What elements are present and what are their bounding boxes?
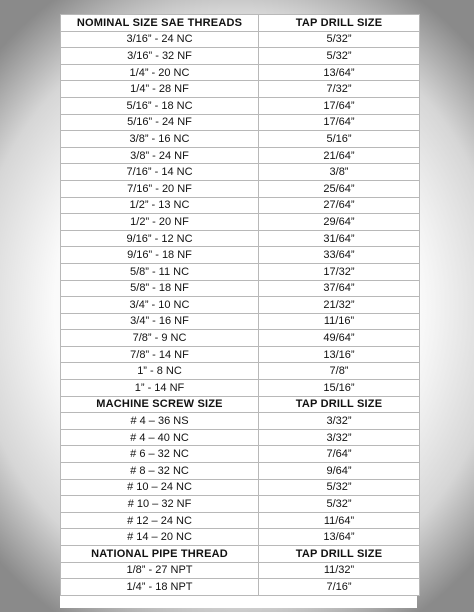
thread-size-cell: 5/16” - 24 NF xyxy=(61,114,259,131)
table-row xyxy=(61,479,420,496)
tap-drill-cell: 25/64” xyxy=(259,180,420,197)
table-row xyxy=(61,446,420,463)
tap-drill-cell: 7/8” xyxy=(259,363,420,380)
thread-size-cell: 7/16” - 14 NC xyxy=(61,164,259,181)
thread-size-cell: 5/8” - 11 NC xyxy=(61,263,259,280)
table-row xyxy=(61,579,420,596)
table-row xyxy=(61,363,420,380)
table-row xyxy=(61,147,420,164)
thread-size-cell: 1/2” - 13 NC xyxy=(61,197,259,214)
thread-size-cell: 9/16” - 18 NF xyxy=(61,247,259,264)
tap-drill-cell: 5/32” xyxy=(259,31,420,48)
tap-drill-cell: 17/64” xyxy=(259,114,420,131)
thread-size-cell: 3/8” - 16 NC xyxy=(61,131,259,148)
table-row xyxy=(61,562,420,579)
section-header-drill: TAP DRILL SIZE xyxy=(259,15,420,32)
thread-size-cell: 1/4” - 20 NC xyxy=(61,64,259,81)
tap-drill-cell: 17/64” xyxy=(259,97,420,114)
tap-drill-cell: 7/16” xyxy=(259,579,420,596)
section-header-row xyxy=(61,546,420,563)
thread-size-cell: 1/2” - 20 NF xyxy=(61,214,259,231)
tap-drill-cell: 13/16” xyxy=(259,346,420,363)
table-row xyxy=(61,429,420,446)
section-header-drill: TAP DRILL SIZE xyxy=(259,396,420,413)
thread-size-cell: # 10 – 24 NC xyxy=(61,479,259,496)
tap-drill-cell: 13/64” xyxy=(259,529,420,546)
thread-size-cell: 1/4” - 18 NPT xyxy=(61,579,259,596)
tap-drill-cell: 5/32” xyxy=(259,496,420,513)
thread-size-cell: # 4 – 36 NS xyxy=(61,413,259,430)
tap-drill-cell: 7/64” xyxy=(259,446,420,463)
thread-size-cell: # 4 – 40 NC xyxy=(61,429,259,446)
thread-size-cell: 3/16” - 32 NF xyxy=(61,48,259,65)
section-header-size: MACHINE SCREW SIZE xyxy=(61,396,259,413)
table-row xyxy=(61,263,420,280)
thread-size-cell: # 6 – 32 NC xyxy=(61,446,259,463)
thread-size-cell: 5/8” - 18 NF xyxy=(61,280,259,297)
tap-drill-cell: 29/64” xyxy=(259,214,420,231)
thread-size-cell: 1/8” - 27 NPT xyxy=(61,562,259,579)
table-row xyxy=(61,180,420,197)
thread-size-cell: 3/4” - 16 NF xyxy=(61,313,259,330)
table-row xyxy=(61,48,420,65)
tap-drill-cell: 11/32” xyxy=(259,562,420,579)
thread-size-cell: 7/8” - 14 NF xyxy=(61,346,259,363)
table-row xyxy=(61,114,420,131)
tap-drill-cell: 33/64” xyxy=(259,247,420,264)
chart-body xyxy=(61,15,420,596)
tap-drill-cell: 17/32” xyxy=(259,263,420,280)
tap-drill-cell: 3/32” xyxy=(259,413,420,430)
table-row xyxy=(61,496,420,513)
table-row xyxy=(61,330,420,347)
table-row xyxy=(61,346,420,363)
tap-drill-cell: 49/64” xyxy=(259,330,420,347)
table-row xyxy=(61,413,420,430)
thread-size-cell: 9/16” - 12 NC xyxy=(61,230,259,247)
tap-drill-cell: 9/64” xyxy=(259,463,420,480)
table-row xyxy=(61,164,420,181)
table-row xyxy=(61,131,420,148)
thread-size-cell: # 12 – 24 NC xyxy=(61,512,259,529)
tap-drill-cell: 31/64” xyxy=(259,230,420,247)
table-row xyxy=(61,280,420,297)
table-row xyxy=(61,247,420,264)
tap-drill-cell: 5/16” xyxy=(259,131,420,148)
table-row xyxy=(61,214,420,231)
table-row xyxy=(61,197,420,214)
thread-size-cell: 3/16” - 24 NC xyxy=(61,31,259,48)
tap-drill-cell: 7/32” xyxy=(259,81,420,98)
table-row xyxy=(61,31,420,48)
table-row xyxy=(61,297,420,314)
section-header-row xyxy=(61,396,420,413)
thread-size-cell: 7/16” - 20 NF xyxy=(61,180,259,197)
table-row xyxy=(61,81,420,98)
tap-drill-cell: 37/64” xyxy=(259,280,420,297)
table-row xyxy=(61,529,420,546)
thread-size-cell: # 8 – 32 NC xyxy=(61,463,259,480)
tap-drill-chart xyxy=(60,14,420,596)
tap-drill-cell: 5/32” xyxy=(259,479,420,496)
table-row xyxy=(61,97,420,114)
tap-drill-cell: 3/8” xyxy=(259,164,420,181)
table-row xyxy=(61,64,420,81)
tap-drill-cell: 3/32” xyxy=(259,429,420,446)
tap-drill-cell: 11/64” xyxy=(259,512,420,529)
section-header-size: NATIONAL PIPE THREAD xyxy=(61,546,259,563)
tap-drill-cell: 21/32” xyxy=(259,297,420,314)
section-header-row xyxy=(61,15,420,32)
table-row xyxy=(61,230,420,247)
tap-drill-cell: 11/16” xyxy=(259,313,420,330)
tap-drill-cell: 5/32” xyxy=(259,48,420,65)
thread-size-cell: 7/8” - 9 NC xyxy=(61,330,259,347)
tap-drill-cell: 21/64” xyxy=(259,147,420,164)
section-header-size: NOMINAL SIZE SAE THREADS xyxy=(61,15,259,32)
tap-drill-cell: 27/64” xyxy=(259,197,420,214)
thread-size-cell: 1” - 14 NF xyxy=(61,380,259,397)
tap-drill-cell: 15/16” xyxy=(259,380,420,397)
table-row xyxy=(61,380,420,397)
table-row xyxy=(61,313,420,330)
table-row xyxy=(61,463,420,480)
thread-size-cell: 3/4” - 10 NC xyxy=(61,297,259,314)
thread-size-cell: # 14 – 20 NC xyxy=(61,529,259,546)
thread-size-cell: # 10 – 32 NF xyxy=(61,496,259,513)
thread-size-cell: 1” - 8 NC xyxy=(61,363,259,380)
thread-size-cell: 5/16” - 18 NC xyxy=(61,97,259,114)
section-header-drill: TAP DRILL SIZE xyxy=(259,546,420,563)
table-row xyxy=(61,512,420,529)
thread-size-cell: 1/4” - 28 NF xyxy=(61,81,259,98)
thread-size-cell: 3/8” - 24 NF xyxy=(61,147,259,164)
tap-drill-cell: 13/64” xyxy=(259,64,420,81)
